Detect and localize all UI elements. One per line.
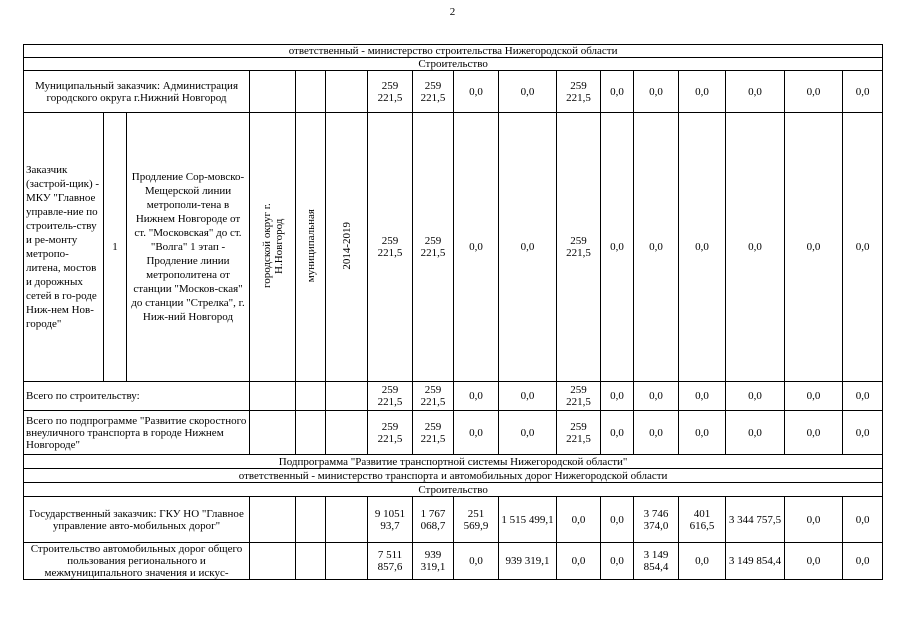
row-label: Строительство автомобильных дорог общего пользования регионального и межмуниципального значения и искус- [24,543,250,580]
value-cell: 0,0 [843,113,883,382]
period-text: 2014-2019 [340,221,353,270]
ownership-text: муниципальная [304,208,317,283]
value-cell: 939 319,1 [413,543,454,580]
value-cell: 401 616,5 [679,497,726,543]
value-cell: 0,0 [679,71,726,113]
responsible-transport-ministry: ответственный - министерство транспорта и автомобильных дорог Нижегородской области [24,469,883,483]
section-row [24,455,883,469]
project-territory [250,113,296,382]
value-cell: 3 746 374,0 [634,497,679,543]
construction-heading: Строительство [24,58,883,71]
value-cell: 0,0 [454,71,499,113]
value-cell: 0,0 [726,411,785,455]
value-cell: 259 221,5 [368,71,413,113]
value-cell: 259 221,5 [557,71,601,113]
section-row [24,45,883,58]
value-cell: 0,0 [679,113,726,382]
value-cell: 0,0 [785,543,843,580]
value-cell: 0,0 [679,411,726,455]
responsible-construction-ministry: ответственный - министерство строительства Нижегородской области [24,45,883,58]
value-cell: 0,0 [634,113,679,382]
value-cell: 0,0 [785,411,843,455]
value-cell: 0,0 [454,411,499,455]
value-cell: 0,0 [557,543,601,580]
table-row [24,71,883,113]
value-cell: 0,0 [499,71,557,113]
value-cell: 0,0 [785,497,843,543]
subprogram-heading: Подпрограмма "Развитие транспортной системы Нижегородской области" [24,455,883,469]
value-cell: 0,0 [601,497,634,543]
project-number: 1 [104,113,127,382]
table-row [24,543,883,580]
value-cell: 259 221,5 [557,411,601,455]
construction-heading: Строительство [24,483,883,497]
value-cell: 0,0 [634,71,679,113]
value-cell: 259 221,5 [413,382,454,411]
value-cell: 0,0 [601,71,634,113]
table-row [24,411,883,455]
row-label: Всего по подпрограмме "Развитие скоростного внеуличного транспорта в городе Нижнем Новгороде" [24,411,250,455]
value-cell: 0,0 [726,113,785,382]
value-cell: 0,0 [843,497,883,543]
territory-text: городской округ г. Н.Новгород [260,203,285,288]
section-row [24,483,883,497]
value-cell: 0,0 [634,411,679,455]
value-cell: 259 221,5 [413,71,454,113]
value-cell: 0,0 [499,411,557,455]
value-cell: 0,0 [679,543,726,580]
row-label: Государственный заказчик: ГКУ НО "Главное управление авто-мобильных дорог" [24,497,250,543]
value-cell: 1 767 068,7 [413,497,454,543]
value-cell: 0,0 [499,113,557,382]
value-cell: 0,0 [843,411,883,455]
value-cell: 0,0 [601,411,634,455]
value-cell: 0,0 [634,382,679,411]
row-label: Муниципальный заказчик: Администрация городского округа г.Нижний Новгород [24,71,250,113]
value-cell: 0,0 [726,382,785,411]
value-cell: 0,0 [843,543,883,580]
value-cell: 0,0 [454,543,499,580]
value-cell: 0,0 [454,382,499,411]
value-cell: 0,0 [454,113,499,382]
value-cell: 259 221,5 [368,411,413,455]
value-cell: 1 515 499,1 [499,497,557,543]
value-cell: 9 1051 93,7 [368,497,413,543]
value-cell: 259 221,5 [557,113,601,382]
project-period [326,113,368,382]
value-cell: 259 221,5 [368,382,413,411]
value-cell: 0,0 [785,382,843,411]
value-cell: 259 221,5 [368,113,413,382]
value-cell: 0,0 [601,382,634,411]
project-ownership [296,113,326,382]
value-cell: 0,0 [843,382,883,411]
project-customer: Заказчик (застрой-щик) - МКУ "Главное управле-ние по строитель-ству и ре-монту метропо-литена, мостов и дорожных сетей в го-роде Ниж-нем Нов-городе" [24,113,104,382]
value-cell: 259 221,5 [413,411,454,455]
value-cell: 939 319,1 [499,543,557,580]
row-label: Всего по строительству: [24,382,250,411]
section-row [24,58,883,71]
table-row [24,497,883,543]
value-cell: 0,0 [726,71,785,113]
value-cell: 3 149 854,4 [634,543,679,580]
table-row [24,113,883,382]
value-cell: 259 221,5 [557,382,601,411]
page-number: 2 [449,6,456,18]
value-cell: 0,0 [499,382,557,411]
value-cell: 0,0 [843,71,883,113]
value-cell: 0,0 [785,113,843,382]
budget-table [23,44,883,580]
project-name: Продление Сор-мовско-Мещерской линии метрополи-тена в Нижнем Новгороде от ст. "Московская" до ст. "Волга" 1 этап - Продление линии метрополитена от станции "Москов-ская" до станции "Стрелка", г. Ниж-ний Новгород [127,113,250,382]
value-cell: 7 511 857,6 [368,543,413,580]
value-cell: 0,0 [785,71,843,113]
section-row [24,469,883,483]
value-cell: 251 569,9 [454,497,499,543]
value-cell: 0,0 [679,382,726,411]
value-cell: 0,0 [557,497,601,543]
value-cell: 3 149 854,4 [726,543,785,580]
table-row [24,382,883,411]
value-cell: 0,0 [601,113,634,382]
value-cell: 259 221,5 [413,113,454,382]
value-cell: 0,0 [601,543,634,580]
value-cell: 3 344 757,5 [726,497,785,543]
